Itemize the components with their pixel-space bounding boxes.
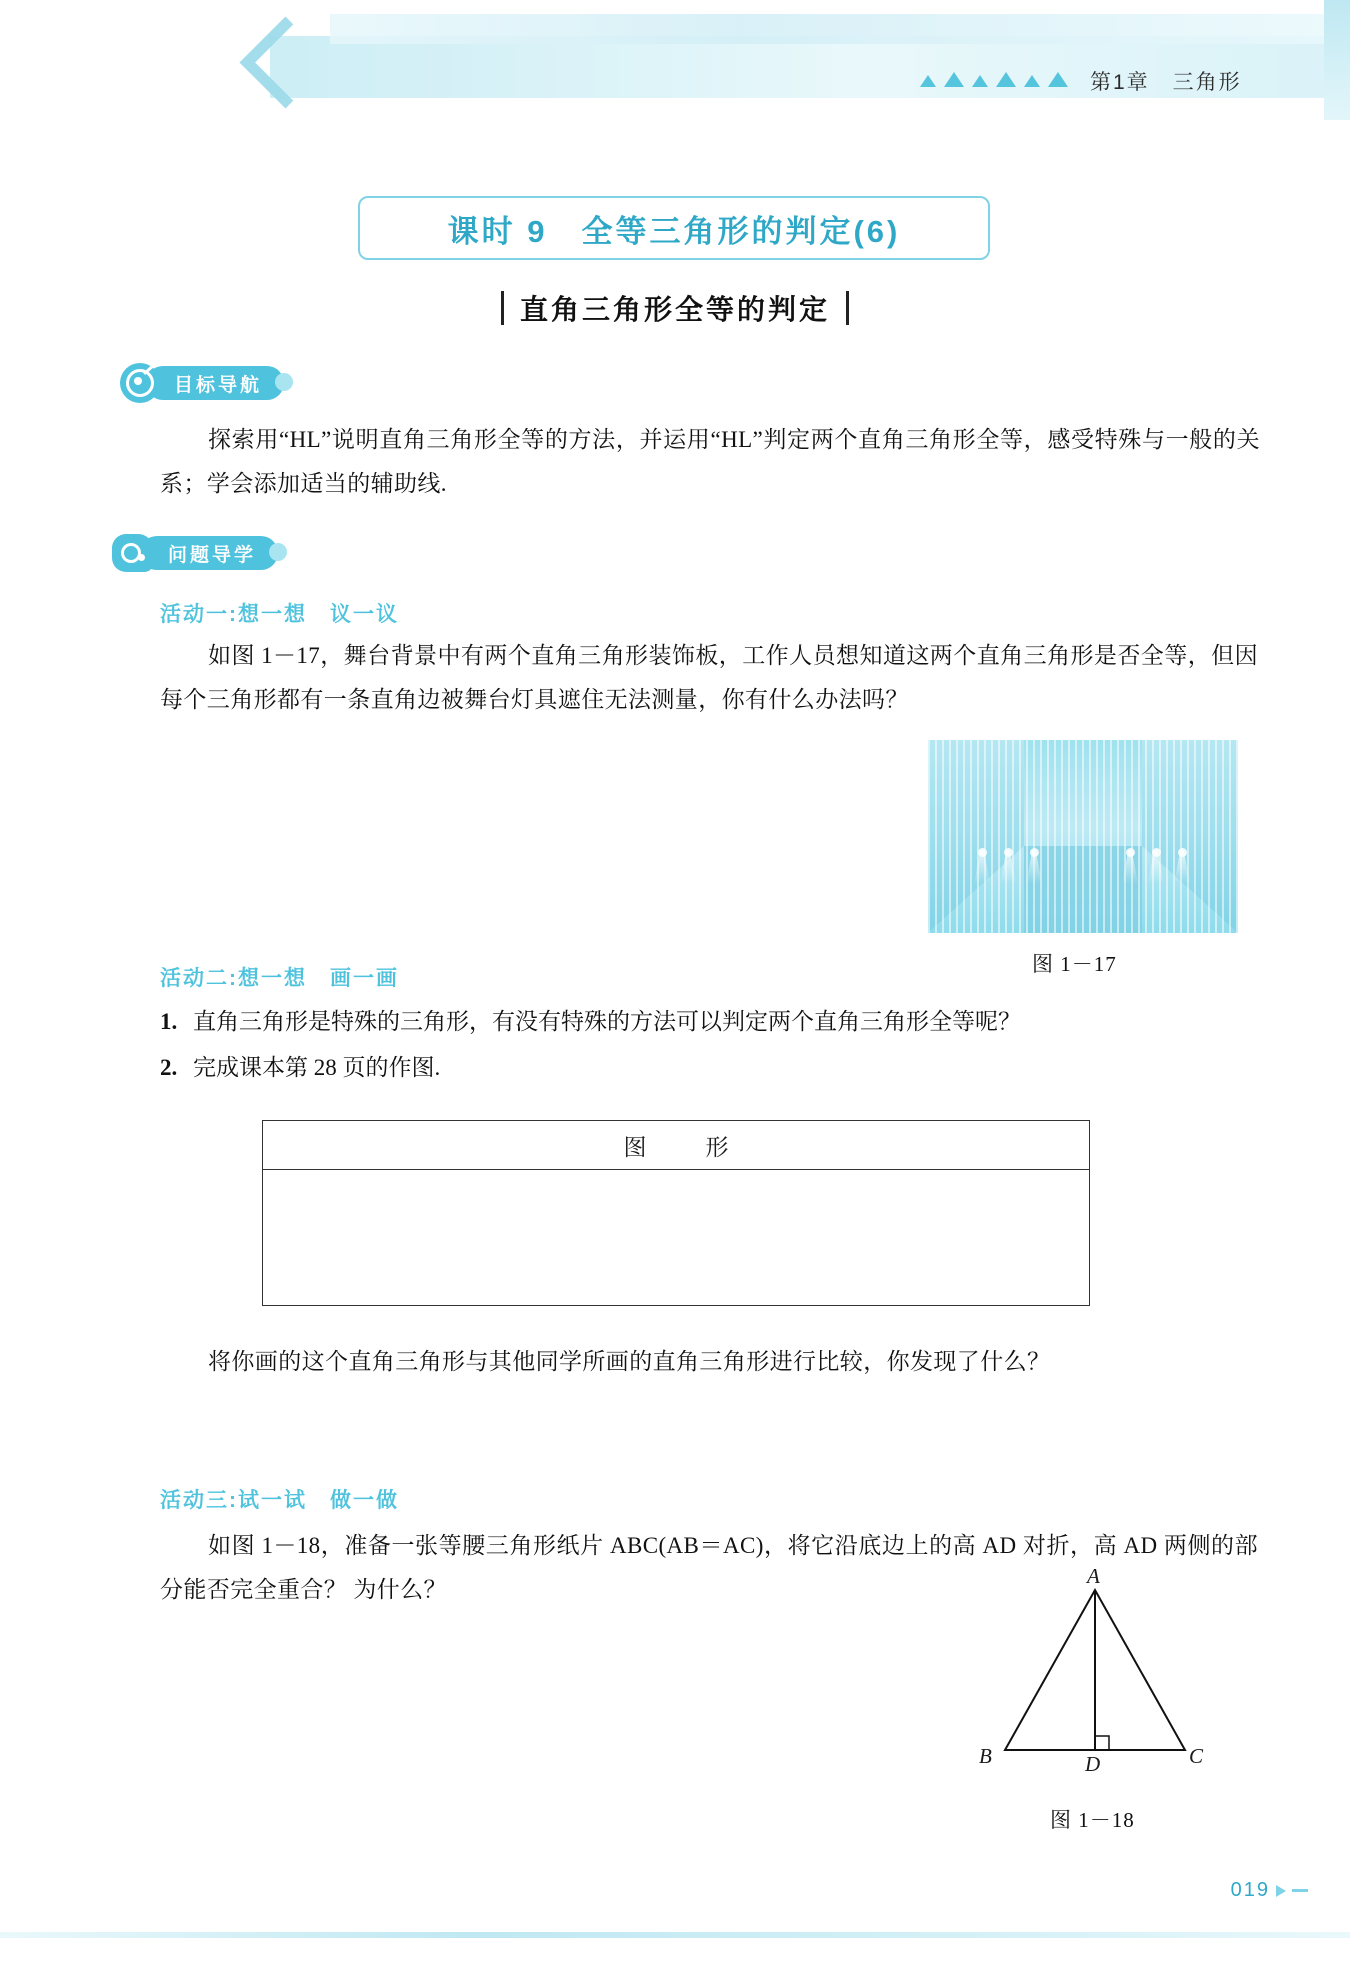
lesson-subtitle-wrap <box>0 288 1350 328</box>
chapter-title: 第1章 三角形 <box>1090 71 1242 94</box>
activity-2-label: 活动二:想一想 画一画 <box>160 967 399 990</box>
section-goal-label: 目标导航 <box>146 366 284 400</box>
triangles-icon <box>920 72 1068 87</box>
activity-2-item-1 <box>160 1002 1260 1042</box>
activity-2-item-2-text: 完成课本第 28 页的作图. <box>193 1055 441 1080</box>
section-guide-tag <box>112 532 278 574</box>
lesson-title-box <box>358 196 990 260</box>
goal-text: 探索用“HL”说明直角三角形全等的方法，并运用“HL”判定两个直角三角形全等，感受特殊与一般的关系；学会添加适当的辅助线. <box>160 427 1260 496</box>
section-guide-label: 问题导学 <box>140 536 278 570</box>
label-A: A <box>1087 1564 1100 1588</box>
figure-1-17-caption: 图 1－17 <box>1032 952 1117 976</box>
lesson-subtitle: 直角三角形全等的判定 <box>519 294 830 325</box>
activity-3-label: 活动三:试一试 做一做 <box>160 1489 399 1512</box>
subtitle-rule-left <box>501 291 504 325</box>
activity-2-followup: 将你画的这个直角三角形与其他同学所画的直角三角形进行比较，你发现了什么？ <box>208 1349 1051 1374</box>
page-number: 019 <box>1230 1879 1270 1901</box>
header-band-fill-secondary <box>330 14 1350 44</box>
label-C: C <box>1189 1744 1204 1768</box>
figure-answer-table <box>262 1120 1090 1306</box>
footer-rule <box>0 1932 1350 1938</box>
label-D: D <box>1085 1752 1101 1776</box>
brain-gear-icon <box>112 534 154 572</box>
isosceles-triangle-diagram <box>979 1564 1215 1776</box>
footer-dash <box>1292 1889 1308 1892</box>
activity-3-text: 如图 1－18，准备一张等腰三角形纸片 ABC(AB＝AC)，将它沿底边上的高 AD 对折，高 AD 两侧的部分能否完全重合？ 为什么？ <box>160 1533 1258 1602</box>
activity-1-text: 如图 1－17，舞台背景中有两个直角三角形装饰板，工作人员想知道这两个直角三角形是否全等，但因每个三角形都有一条直角边被舞台灯具遮住无法测量，你有什么办法吗？ <box>160 643 1258 712</box>
table-answer-area[interactable] <box>263 1170 1089 1305</box>
target-icon <box>120 363 160 403</box>
section-goal-tag <box>120 362 284 404</box>
figure-1-18-caption: 图 1－18 <box>1050 1808 1135 1832</box>
subtitle-rule-right <box>846 291 849 325</box>
table-header-cell: 图 形 <box>263 1121 1089 1170</box>
activity-1-label: 活动一:想一想 议一议 <box>160 603 399 626</box>
activity-2-item-2-number: 2. <box>160 1055 178 1080</box>
activity-2-item-1-number: 1. <box>160 1009 178 1034</box>
activity-2-item-1-text: 直角三角形是特殊的三角形，有没有特殊的方法可以判定两个直角三角形全等呢？ <box>193 1009 1021 1034</box>
arrow-right-icon <box>1276 1885 1286 1897</box>
page-number-footer <box>1231 1879 1308 1902</box>
header-right-edge <box>1324 0 1350 120</box>
label-B: B <box>979 1744 992 1768</box>
stage-photo <box>928 740 1238 933</box>
activity-2-item-2 <box>160 1048 1260 1088</box>
lesson-title: 课时 9 全等三角形的判定(6) <box>447 213 901 249</box>
